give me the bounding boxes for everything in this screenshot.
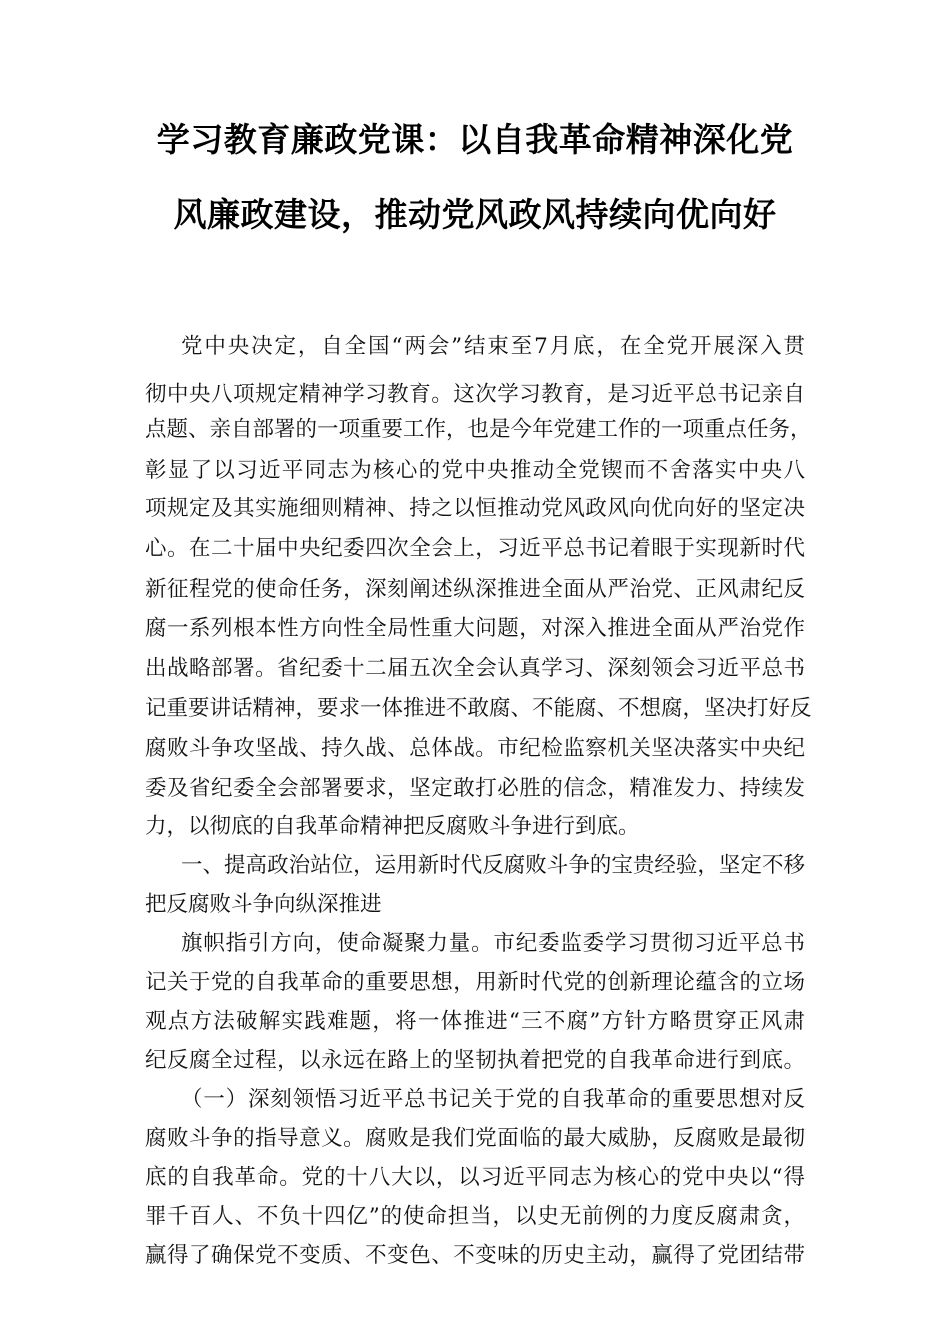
- body-text-line: 彻中央八项规定精神学习教育。这次学习教育，是习近平总书记亲自: [145, 382, 805, 407]
- body-text-line: 彰显了以习近平同志为核心的党中央推动全党锲而不舍落实中央八: [145, 458, 805, 483]
- body-text-line: 赢得了确保党不变质、不变色、不变味的历史主动，赢得了党团结带: [145, 1243, 805, 1268]
- body-text-line: 腐败斗争的指导意义。腐败是我们党面临的最大威胁，反腐败是最彻: [145, 1126, 805, 1151]
- body-text-line: 项规定及其实施细则精神、持之以恒推动党风政风向优向好的坚定决: [145, 496, 805, 521]
- body-text-line: 底的自我革命。党的十八大以，以习近平同志为核心的党中央以“得: [145, 1165, 805, 1190]
- body-text-line: 旗帜指引方向，使命凝聚力量。市纪委监委学习贯彻习近平总书: [181, 931, 805, 956]
- document-title-line-1: 学习教育廉政党课：以自我革命精神深化党: [156, 120, 794, 159]
- body-text-line: 记关于党的自我革命的重要思想，用新时代党的创新理论蕴含的立场: [145, 970, 805, 995]
- document-title-line-2: 风廉政建设，推动党风政风持续向优向好: [173, 195, 777, 234]
- body-text-line: 记重要讲话精神，要求一体推进不敢腐、不能腐、不想腐，坚决打好反: [145, 696, 812, 721]
- body-text-line: 新征程党的使命任务，深刻阐述纵深推进全面从严治党、正风肃纪反: [145, 577, 805, 602]
- body-text-line: 把反腐败斗争向纵深推进: [145, 892, 382, 917]
- body-text-line: 罪千百人、不负十四亿”的使命担当，以史无前例的力度反腐肃贪，: [145, 1204, 805, 1229]
- body-text-line: 一、提高政治站位，运用新时代反腐败斗争的宝贵经验，坚定不移: [181, 853, 805, 878]
- body-text-line: 观点方法破解实践难题，将一体推进“三不腐”方针方略贯穿正风肃: [145, 1009, 805, 1034]
- body-text-line: （一）深刻领悟习近平总书记关于党的自我革命的重要思想对反: [181, 1087, 805, 1112]
- body-text-line: 出战略部署。省纪委十二届五次全会认真学习、深刻领会习近平总书: [145, 656, 805, 681]
- body-text-line: 腐一系列根本性方向性全局性重大问题，对深入推进全面从严治党作: [145, 616, 805, 641]
- body-text-line: 力，以彻底的自我革命精神把反腐败斗争进行到底。: [145, 814, 640, 839]
- body-text-line: 纪反腐全过程，以永远在路上的坚韧执着把党的自我革命进行到底。: [145, 1048, 805, 1073]
- body-text-line: 点题、亲自部署的一项重要工作，也是今年党建工作的一项重点任务，: [145, 417, 812, 442]
- body-text-line: 心。在二十届中央纪委四次全会上，习近平总书记着眼于实现新时代: [145, 536, 805, 561]
- body-text-line: 党中央决定，自全国“两会”结束至7月底，在全党开展深入贯: [181, 334, 805, 359]
- body-text-line: 委及省纪委全会部署要求，坚定敢打必胜的信念，精准发力、持续发: [145, 776, 805, 801]
- body-text-line: 腐败斗争攻坚战、持久战、总体战。市纪检监察机关坚决落实中央纪: [145, 736, 805, 761]
